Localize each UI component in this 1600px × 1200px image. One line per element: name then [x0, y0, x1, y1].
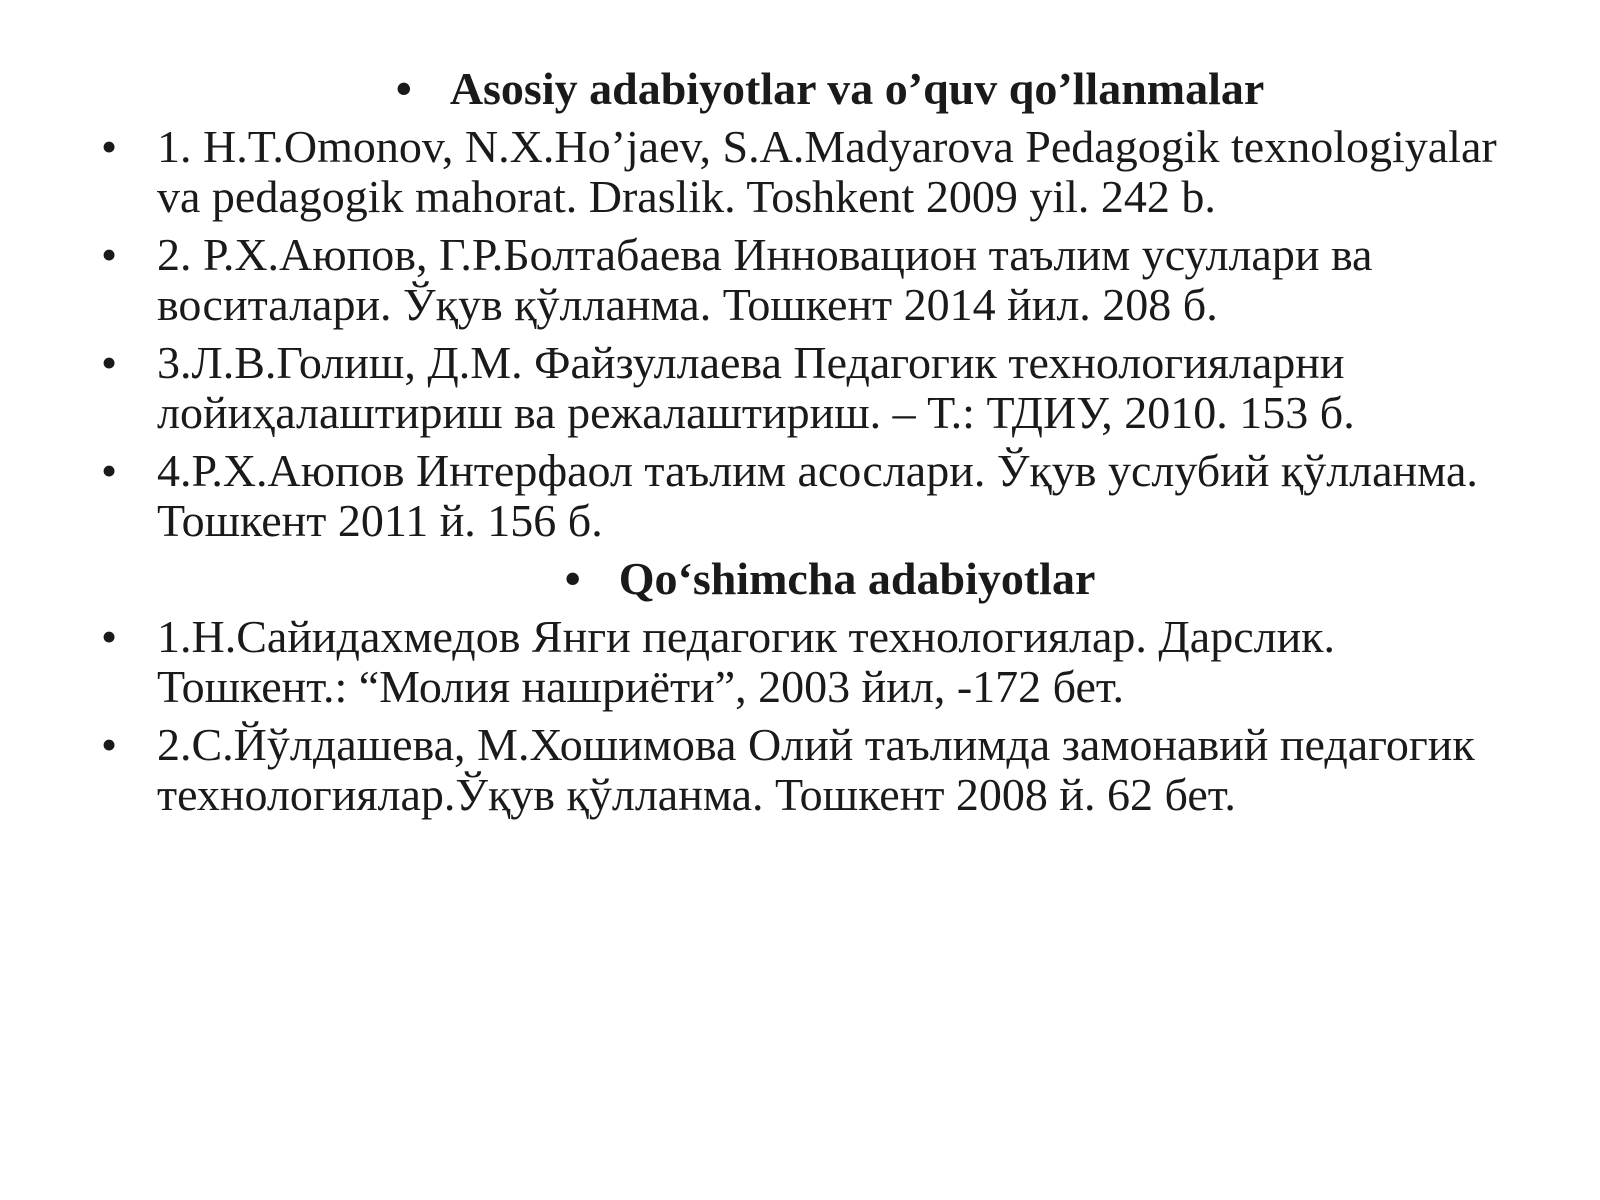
list-item	[0, 338, 1600, 438]
reference-text: 1. H.T.Omonov, N.X.Ho’jaev, S.A.Madyarova Pedagogik texnologiyalar va pedagogik mahorat. Draslik. Toshkent 2009 yil. 242 b.	[157, 121, 1497, 222]
bullet-icon: •	[100, 719, 118, 770]
bullet-icon: •	[100, 337, 118, 388]
reference-text: 4.Р.Х.Аюпов Интерфаол таълим асослари. Ўқув услубий қўлланма. Тошкент 2011 й. 156 б.	[157, 445, 1478, 546]
list-item	[0, 230, 1600, 330]
bullet-icon: •	[100, 445, 118, 496]
bullet-icon: •	[100, 611, 118, 662]
bullet-icon: •	[564, 553, 581, 604]
heading-text: Asosiy adabiyotlar va o’quv qo’llanmalar	[449, 63, 1265, 114]
list-item	[0, 122, 1600, 222]
reference-text: 1.Н.Сайидахмедов Янги педагогик технологиялар. Дарслик. Тошкент.: “Молия нашриёти”, 2003 йил, -172 бет.	[157, 611, 1336, 712]
reference-text: 2.С.Йўлдашева, М.Хошимова Олий таълимда замонавий педагогик технологиялар.Ўқув қўлланма. Тошкент 2008 й. 62 бет.	[157, 719, 1475, 820]
reference-text: 3.Л.В.Голиш, Д.М. Файзуллаева Педагогик технологияларни лойиҳалаштириш ва режалаштириш. – Т.: ТДИУ, 2010. 153 б.	[157, 337, 1355, 438]
list-item	[0, 446, 1600, 546]
bullet-icon: •	[100, 229, 118, 280]
main-literature-heading	[0, 64, 1600, 114]
bibliography-list	[0, 64, 1600, 828]
list-item	[0, 720, 1600, 820]
bullet-icon: •	[100, 121, 118, 172]
bullet-icon: •	[395, 63, 412, 114]
heading-text: Qo‘shimcha adabiyotlar	[618, 553, 1096, 604]
reference-text: 2. Р.Х.Аюпов, Г.Р.Болтабаева Инновацион таълим усуллари ва воситалари. Ўқув қўлланма. Тошкент 2014 йил. 208 б.	[157, 229, 1373, 330]
list-item	[0, 612, 1600, 712]
additional-literature-heading	[0, 554, 1600, 604]
